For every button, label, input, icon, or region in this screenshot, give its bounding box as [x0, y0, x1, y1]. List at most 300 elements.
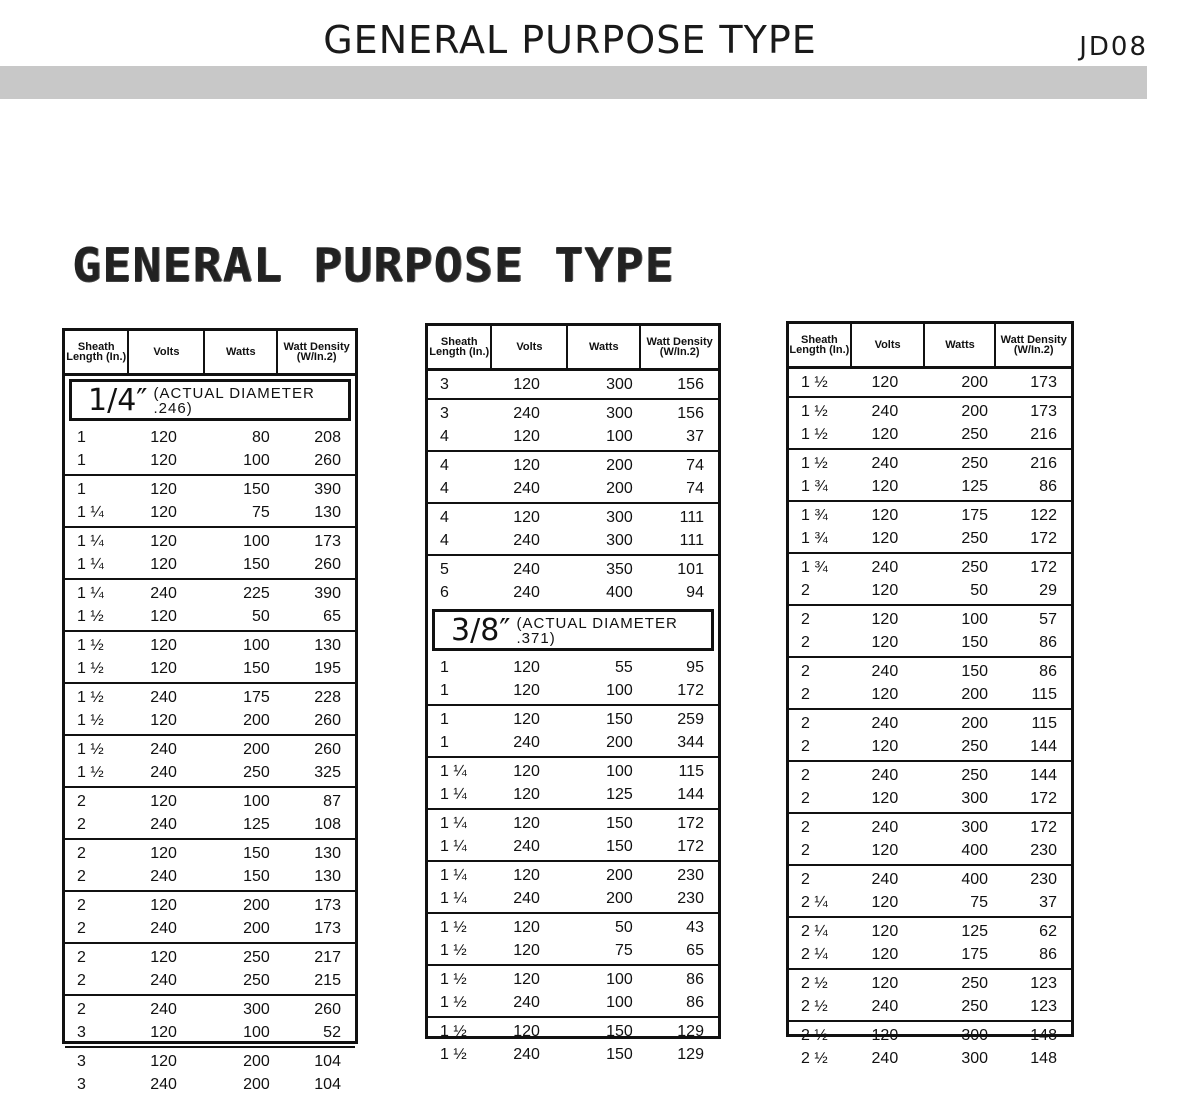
cell-watts: 150: [606, 814, 633, 832]
cell-watt-density: 230: [1030, 841, 1057, 859]
cell-volts: 120: [150, 503, 177, 521]
cell-watts: 150: [243, 659, 270, 677]
cell-sheath-length: 1 ½: [440, 1045, 467, 1063]
cell-sheath-length: 1 ¼: [77, 503, 104, 521]
cell-volts: 240: [871, 714, 899, 732]
col-watts: Watts: [923, 324, 994, 366]
cell-volts: 120: [871, 477, 899, 495]
table-row: [65, 865, 355, 888]
cell-watts: 200: [961, 714, 989, 732]
row-group: [428, 912, 718, 964]
cell-watt-density: 259: [677, 710, 704, 728]
table-row: [789, 816, 1071, 839]
cell-watts: 250: [243, 948, 270, 966]
table-row: [789, 660, 1071, 683]
cell-watts: 300: [606, 531, 633, 549]
col-volts: Volts: [127, 331, 203, 373]
cell-watts: 150: [243, 480, 270, 498]
cell-watts: 200: [243, 1075, 270, 1093]
table-row: [428, 864, 718, 887]
cell-sheath-length: 2: [77, 815, 86, 833]
cell-sheath-length: 2: [801, 789, 810, 807]
cell-watts: 200: [243, 919, 270, 937]
cell-watts: 50: [251, 607, 270, 625]
cell-watt-density: 144: [1030, 766, 1057, 784]
table-row: [789, 1047, 1071, 1070]
cell-volts: 120: [513, 941, 540, 959]
cell-watts: 100: [606, 427, 633, 445]
table-row: [428, 968, 718, 991]
cell-watts: 175: [961, 945, 989, 963]
cell-watt-density: 260: [314, 1000, 341, 1018]
cell-watt-density: 86: [1039, 633, 1057, 651]
cell-watt-density: 37: [1039, 893, 1057, 911]
cell-volts: 120: [150, 428, 177, 446]
cell-sheath-length: 2: [77, 896, 86, 914]
cell-watt-density: 173: [314, 896, 341, 914]
table-row: [789, 920, 1071, 943]
cell-sheath-length: 2: [801, 841, 810, 859]
cell-watt-density: 173: [1030, 402, 1057, 420]
row-group: [789, 500, 1071, 552]
cell-sheath-length: 2: [801, 870, 810, 888]
table-row: [428, 425, 718, 448]
cell-watts: 250: [961, 766, 989, 784]
header-bar: [0, 66, 1147, 99]
cell-watts: 350: [606, 560, 633, 578]
cell-watts: 175: [243, 688, 270, 706]
cell-sheath-length: 2: [77, 867, 86, 885]
cell-volts: 120: [871, 425, 899, 443]
diameter-size: 1/4″: [88, 383, 148, 418]
spec-table-continued: [786, 321, 1074, 1067]
table-row: [65, 426, 355, 449]
cell-watts: 300: [606, 375, 633, 393]
cell-sheath-length: 3: [440, 404, 449, 422]
cell-volts: 120: [150, 1023, 177, 1041]
cell-volts: 120: [871, 945, 899, 963]
row-group: [789, 396, 1071, 448]
cell-sheath-length: 2 ½: [801, 974, 828, 992]
table-row: [789, 735, 1071, 758]
cell-watt-density: 86: [1039, 945, 1057, 963]
cell-watts: 125: [243, 815, 270, 833]
cell-watt-density: 108: [314, 815, 341, 833]
row-group: [65, 424, 355, 474]
row-group: [789, 552, 1071, 604]
cell-watts: 150: [606, 710, 633, 728]
table-row: [65, 1073, 355, 1096]
table-row: [789, 1024, 1071, 1047]
cell-watts: 400: [606, 583, 633, 601]
cell-sheath-length: 2: [801, 737, 810, 755]
cell-sheath-length: 1 ½: [77, 688, 104, 706]
table-row: [65, 709, 355, 732]
cell-watts: 80: [251, 428, 270, 446]
cell-watt-density: 390: [314, 480, 341, 498]
table-row: [789, 371, 1071, 394]
cell-volts: 120: [871, 841, 899, 859]
cell-volts: 240: [150, 867, 177, 885]
table-header: [65, 331, 355, 376]
table-row: [789, 504, 1071, 527]
cell-volts: 120: [513, 710, 540, 728]
table-row: [428, 731, 718, 754]
cell-sheath-length: 2 ½: [801, 997, 828, 1015]
document-code: JD08: [1079, 32, 1148, 62]
col-watts: Watts: [566, 326, 639, 368]
cell-volts: 120: [513, 1022, 540, 1040]
cell-sheath-length: 1: [440, 681, 449, 699]
cell-volts: 120: [513, 814, 540, 832]
cell-watts: 200: [606, 889, 633, 907]
table-row: [65, 634, 355, 657]
col-watts: Watts: [203, 331, 276, 373]
cell-watts: 250: [961, 558, 989, 576]
cell-volts: 240: [871, 1049, 899, 1067]
row-group: [428, 756, 718, 808]
row-group: [789, 1020, 1071, 1072]
cell-volts: 120: [871, 633, 899, 651]
cell-watt-density: 173: [314, 919, 341, 937]
table-row: [65, 998, 355, 1021]
table-row: [789, 712, 1071, 735]
table-row: [65, 582, 355, 605]
cell-watt-density: 172: [1030, 818, 1057, 836]
row-group: [428, 371, 718, 398]
cell-watt-density: 156: [677, 404, 704, 422]
cell-sheath-length: 1 ¼: [77, 584, 104, 602]
cell-volts: 240: [150, 688, 177, 706]
table-row: [65, 1050, 355, 1073]
cell-watts: 75: [614, 941, 633, 959]
cell-watts: 200: [606, 456, 633, 474]
cell-watt-density: 115: [1031, 685, 1057, 703]
row-group: [428, 450, 718, 502]
cell-watts: 250: [961, 997, 989, 1015]
cell-sheath-length: 2: [801, 818, 810, 836]
cell-watts: 200: [606, 733, 633, 751]
cell-volts: 120: [871, 506, 899, 524]
cell-watt-density: 216: [1030, 454, 1057, 472]
table-row: [428, 760, 718, 783]
cell-volts: 240: [150, 919, 177, 937]
cell-sheath-length: 1 ½: [440, 918, 467, 936]
row-group: [789, 656, 1071, 708]
cell-sheath-length: 1 ½: [440, 993, 467, 1011]
cell-watts: 125: [961, 477, 989, 495]
table-row: [789, 995, 1071, 1018]
cell-watts: 300: [606, 508, 633, 526]
cell-sheath-length: 1 ½: [801, 402, 828, 420]
spec-table-three-eighths-inch: [425, 323, 721, 1063]
cell-watt-density: 74: [686, 479, 704, 497]
table-row: [428, 708, 718, 731]
cell-watt-density: 104: [314, 1052, 341, 1070]
cell-watt-density: 260: [314, 711, 341, 729]
cell-volts: 120: [871, 789, 899, 807]
table-row: [789, 972, 1071, 995]
cell-sheath-length: 2: [77, 792, 86, 810]
cell-volts: 240: [513, 993, 540, 1011]
cell-watts: 100: [243, 792, 270, 810]
cell-sheath-length: 2: [801, 610, 810, 628]
cell-watt-density: 101: [677, 560, 704, 578]
cell-watt-density: 260: [314, 740, 341, 758]
cell-watt-density: 217: [314, 948, 341, 966]
table-row: [65, 686, 355, 709]
row-group: [789, 968, 1071, 1020]
cell-volts: 240: [513, 531, 540, 549]
table-row: [428, 477, 718, 500]
cell-sheath-length: 1 ½: [440, 1022, 467, 1040]
cell-sheath-length: 1 ¼: [440, 762, 467, 780]
cell-volts: 120: [513, 762, 540, 780]
diameter-note: (ACTUAL DIAMETER .246): [153, 385, 315, 417]
cell-sheath-length: 4: [440, 479, 449, 497]
cell-watts: 225: [243, 584, 270, 602]
table-row: [65, 738, 355, 761]
cell-volts: 120: [513, 658, 540, 676]
table-row: [65, 813, 355, 836]
table-row: [428, 1020, 718, 1043]
table-row: [428, 506, 718, 529]
spec-table-quarter-inch: [62, 328, 358, 1093]
cell-sheath-length: 1 ½: [801, 373, 828, 391]
cell-sheath-length: 2: [801, 633, 810, 651]
cell-volts: 120: [871, 685, 899, 703]
row-group: [789, 916, 1071, 968]
table-row: [428, 402, 718, 425]
table-row: [428, 812, 718, 835]
row-group: [789, 448, 1071, 500]
cell-watt-density: 52: [323, 1023, 341, 1041]
table-row: [428, 656, 718, 679]
cell-watt-density: 230: [1030, 870, 1057, 888]
cell-volts: 120: [871, 610, 899, 628]
table-row: [789, 475, 1071, 498]
cell-volts: 120: [150, 844, 177, 862]
cell-watts: 250: [243, 763, 270, 781]
cell-volts: 240: [871, 454, 899, 472]
cell-volts: 120: [871, 922, 899, 940]
cell-sheath-length: 2 ½: [801, 1049, 828, 1067]
row-group: [428, 964, 718, 1016]
cell-watts: 250: [961, 425, 989, 443]
cell-watt-density: 172: [677, 681, 704, 699]
col-watt-density: Watt Density (W/In.2): [994, 324, 1071, 366]
cell-volts: 120: [871, 737, 899, 755]
cell-sheath-length: 1: [77, 428, 86, 446]
cell-sheath-length: 1 ¾: [801, 506, 828, 524]
cell-volts: 120: [513, 970, 540, 988]
cell-watts: 175: [961, 506, 989, 524]
cell-watts: 250: [961, 974, 989, 992]
cell-sheath-length: 2: [77, 971, 86, 989]
cell-volts: 120: [150, 480, 177, 498]
table-row: [65, 894, 355, 917]
cell-watt-density: 87: [323, 792, 341, 810]
cell-volts: 120: [513, 681, 540, 699]
cell-watt-density: 115: [1031, 714, 1057, 732]
cell-sheath-length: 1 ¼: [440, 785, 467, 803]
table-row: [789, 943, 1071, 966]
cell-watt-density: 173: [1030, 373, 1057, 391]
table-row: [789, 683, 1071, 706]
cell-watt-density: 172: [1030, 789, 1057, 807]
cell-volts: 120: [150, 607, 177, 625]
col-watt-density: Watt Density (W/In.2): [276, 331, 355, 373]
row-group: [789, 760, 1071, 812]
cell-watts: 200: [961, 373, 989, 391]
table-row: [428, 581, 718, 604]
row-group: [65, 994, 355, 1046]
table-row: [789, 631, 1071, 654]
col-sheath-length: Sheath Length (In.): [66, 341, 127, 363]
cell-sheath-length: 1: [77, 451, 86, 469]
table-row: [789, 452, 1071, 475]
cell-sheath-length: 1 ½: [801, 425, 828, 443]
cell-sheath-length: 1 ¾: [801, 558, 828, 576]
cell-watt-density: 129: [677, 1022, 704, 1040]
table-row: [789, 764, 1071, 787]
cell-volts: 240: [871, 818, 899, 836]
cell-watt-density: 144: [1030, 737, 1057, 755]
cell-watts: 400: [961, 841, 989, 859]
cell-sheath-length: 1 ¼: [440, 837, 467, 855]
cell-watt-density: 130: [314, 636, 341, 654]
cell-volts: 240: [150, 740, 177, 758]
cell-watts: 150: [243, 867, 270, 885]
table-row: [65, 969, 355, 992]
cell-sheath-length: 2: [801, 685, 810, 703]
table-row: [65, 790, 355, 813]
cell-watt-density: 104: [314, 1075, 341, 1093]
table-row: [428, 939, 718, 962]
cell-watt-density: 115: [678, 762, 704, 780]
table-row: [428, 679, 718, 702]
cell-watts: 300: [961, 818, 989, 836]
cell-sheath-length: 1 ¼: [77, 532, 104, 550]
cell-sheath-length: 2 ¼: [801, 893, 828, 911]
row-group: [65, 526, 355, 578]
cell-watt-density: 111: [679, 531, 704, 549]
cell-volts: 120: [150, 896, 177, 914]
cell-volts: 120: [150, 1052, 177, 1070]
row-group: [428, 1016, 718, 1068]
cell-sheath-length: 4: [440, 531, 449, 549]
cell-watt-density: 148: [1030, 1026, 1057, 1044]
row-group: [428, 398, 718, 450]
cell-sheath-length: 1: [77, 480, 86, 498]
cell-watt-density: 260: [314, 555, 341, 573]
cell-sheath-length: 3: [440, 375, 449, 393]
cell-watts: 150: [961, 662, 989, 680]
cell-sheath-length: 1 ½: [440, 941, 467, 959]
cell-watts: 75: [970, 893, 989, 911]
table-body-top: [428, 371, 718, 606]
cell-watts: 300: [961, 1049, 989, 1067]
cell-volts: 240: [871, 402, 899, 420]
cell-watts: 100: [606, 993, 633, 1011]
table-row: [65, 842, 355, 865]
cell-volts: 120: [150, 532, 177, 550]
cell-sheath-length: 1 ¾: [801, 529, 828, 547]
row-group: [789, 369, 1071, 396]
cell-volts: 240: [513, 404, 540, 422]
table-row: [65, 530, 355, 553]
row-group: [65, 630, 355, 682]
cell-watts: 100: [243, 532, 270, 550]
row-group: [65, 942, 355, 994]
cell-watt-density: 86: [686, 993, 704, 1011]
cell-volts: 120: [150, 711, 177, 729]
cell-watts: 150: [606, 837, 633, 855]
stencil-title: GENERAL PURPOSE TYPE: [72, 238, 675, 292]
row-group: [428, 554, 718, 606]
cell-watt-density: 172: [677, 814, 704, 832]
cell-sheath-length: 2: [77, 1000, 86, 1018]
cell-volts: 240: [513, 560, 540, 578]
cell-volts: 120: [871, 581, 899, 599]
cell-watts: 100: [243, 1023, 270, 1041]
cell-sheath-length: 1 ¼: [77, 555, 104, 573]
cell-volts: 120: [513, 375, 540, 393]
row-group: [65, 474, 355, 526]
cell-watts: 200: [243, 1052, 270, 1070]
cell-sheath-length: 1 ½: [77, 607, 104, 625]
cell-watt-density: 74: [686, 456, 704, 474]
cell-watt-density: 62: [1039, 922, 1057, 940]
cell-watts: 250: [961, 454, 989, 472]
diameter-band: [432, 609, 714, 651]
cell-sheath-length: 3: [77, 1075, 86, 1093]
cell-watts: 125: [606, 785, 633, 803]
cell-sheath-length: 2 ½: [801, 1026, 828, 1044]
cell-volts: 240: [871, 997, 899, 1015]
table-body: [65, 424, 355, 1098]
cell-volts: 240: [513, 733, 540, 751]
cell-watt-density: 130: [314, 503, 341, 521]
cell-volts: 120: [513, 427, 540, 445]
cell-watt-density: 172: [1030, 529, 1057, 547]
cell-volts: 120: [150, 636, 177, 654]
table-row: [428, 529, 718, 552]
cell-watt-density: 173: [314, 532, 341, 550]
cell-watt-density: 94: [686, 583, 704, 601]
cell-sheath-length: 2: [77, 844, 86, 862]
table-row: [65, 478, 355, 501]
cell-watts: 200: [606, 866, 633, 884]
cell-sheath-length: 2: [801, 766, 810, 784]
row-group: [789, 864, 1071, 916]
cell-watts: 100: [606, 681, 633, 699]
cell-watts: 100: [961, 610, 989, 628]
cell-watt-density: 130: [314, 867, 341, 885]
cell-watts: 400: [961, 870, 989, 888]
cell-volts: 120: [150, 659, 177, 677]
cell-volts: 120: [871, 1026, 899, 1044]
cell-watts: 150: [243, 844, 270, 862]
cell-sheath-length: 1: [440, 658, 449, 676]
cell-volts: 240: [150, 763, 177, 781]
cell-watt-density: 260: [314, 451, 341, 469]
cell-watt-density: 65: [323, 607, 341, 625]
cell-watt-density: 215: [314, 971, 341, 989]
cell-watts: 200: [243, 740, 270, 758]
cell-sheath-length: 1: [440, 710, 449, 728]
cell-watt-density: 216: [1030, 425, 1057, 443]
